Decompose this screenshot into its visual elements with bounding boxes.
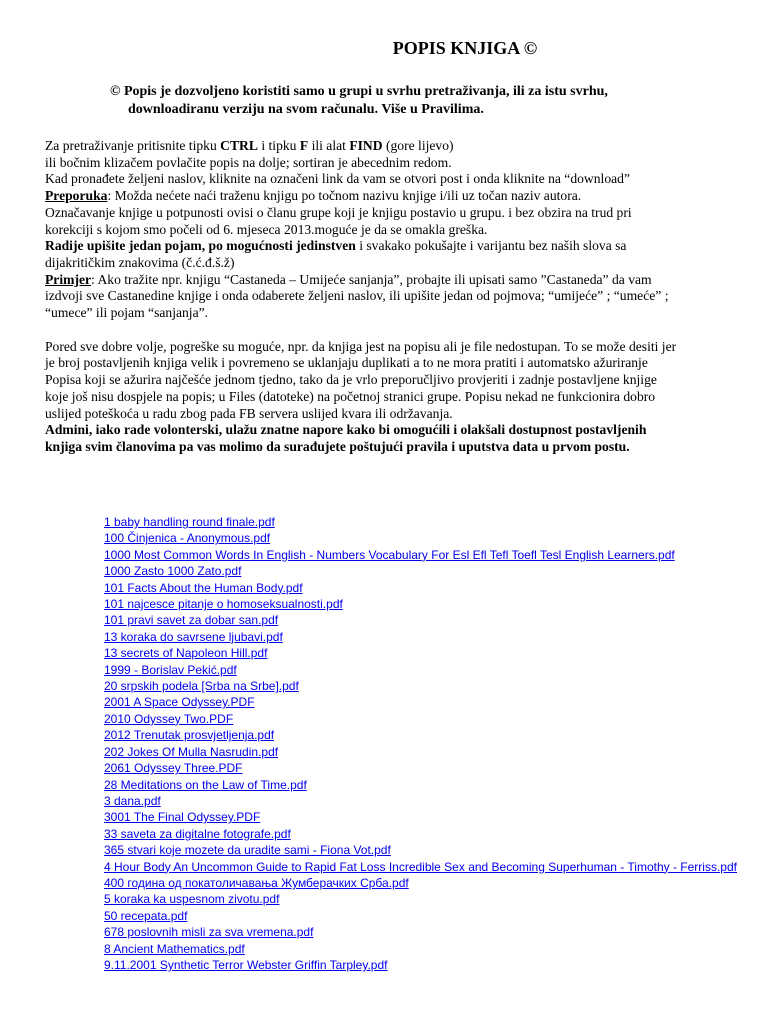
file-list bbox=[104, 514, 737, 973]
notice-line-1: © Popis je dozvoljeno koristiti samo u grupi u svrhu pretraživanja, ili za istu svrhu, bbox=[110, 84, 608, 99]
list-item bbox=[104, 678, 737, 694]
file-link[interactable]: 1000 Most Common Words In English - Numbers Vocabulary For Esl Efl Tefl Toefl Tesl English Learners.pdf bbox=[104, 547, 675, 562]
instruction-line: izdvoji sve Castanedine knjige i onda odaberete željeni naslov, ili upišite jedan od pojmova; “umijeće” ; “umeće” ; bbox=[45, 288, 669, 304]
file-link[interactable]: 1 baby handling round finale.pdf bbox=[104, 515, 275, 529]
admin-note: Admini, iako rade volonterski, ulažu znatne napore kako bi omogućili i olakšali dostupnost postavljenih bbox=[45, 422, 647, 438]
list-item bbox=[104, 957, 737, 973]
list-item bbox=[104, 875, 737, 891]
admin-note: knjiga svim članovima pa vas molimo da surađujete poštujući pravila i uputstva data u prvom postu. bbox=[45, 438, 630, 454]
list-item bbox=[104, 629, 737, 645]
list-item bbox=[104, 842, 737, 858]
file-link[interactable]: 2061 Odyssey Three.PDF bbox=[104, 761, 243, 776]
list-item bbox=[104, 596, 737, 612]
file-link[interactable]: 1999 - Borislav Pekić.pdf bbox=[104, 662, 237, 677]
list-item bbox=[104, 645, 737, 661]
file-link[interactable]: 2012 Trenutak prosvjetljenja.pdf bbox=[104, 728, 275, 743]
list-item bbox=[104, 727, 737, 743]
key-ctrl: CTRL bbox=[220, 138, 258, 153]
text: Za pretraživanje pritisnite tipku bbox=[45, 138, 221, 153]
list-item bbox=[104, 547, 737, 563]
file-link[interactable]: 101 najcesce pitanje o homoseksualnosti.pdf bbox=[104, 597, 343, 612]
list-item bbox=[104, 809, 737, 825]
list-item bbox=[104, 793, 737, 809]
text: : Možda nećete naći traženu knjigu po točnom nazivu knjige i/ili uz točan naziv autora. bbox=[107, 188, 582, 204]
text: (gore lijevo) bbox=[382, 138, 454, 153]
example bbox=[45, 272, 765, 289]
file-link[interactable]: 2001 A Space Odyssey.PDF bbox=[104, 695, 255, 710]
file-link[interactable]: 13 secrets of Napoleon Hill.pdf bbox=[104, 646, 268, 661]
key-f: F bbox=[299, 138, 309, 153]
disclaimer-line: je broj postavljenih knjiga velik i povremeno se uklanjaju duplikati a to ne mora pratiti i automatsko ažuriranje bbox=[45, 355, 648, 371]
file-link[interactable]: 101 pravi savet za dobar san.pdf bbox=[104, 613, 279, 628]
file-link[interactable]: 1000 Zasto 1000 Zato.pdf bbox=[104, 564, 242, 579]
text: i svakako pokušajte i varijantu bez naših slova sa bbox=[355, 238, 627, 254]
instruction-line bbox=[45, 238, 765, 255]
list-item bbox=[104, 563, 737, 579]
list-item bbox=[104, 924, 737, 940]
list-item bbox=[104, 908, 737, 924]
copyright-notice bbox=[110, 83, 670, 119]
disclaimer-line: Pored sve dobre volje, pogreške su moguće, npr. da knjiga jest na popisu ali je file nedostupan. To se može desiti jer bbox=[45, 338, 677, 354]
list-item bbox=[104, 891, 737, 907]
instruction-line: korekciji s kojom smo počeli od 6. mjeseca 2013.moguće je da se omakla greška. bbox=[45, 221, 488, 237]
list-item bbox=[104, 530, 737, 546]
instruction-line: Označavanje knjige u potpunosti ovisi o članu grupe koji je knjigu postavio u grupu. i bez obzira na trud pri bbox=[45, 204, 632, 220]
file-link[interactable]: 365 stvari koje mozete da uradite sami - Fiona Vot.pdf bbox=[104, 843, 391, 858]
list-item bbox=[104, 760, 737, 776]
instruction-scroll: ili bočnim klizačem povlačite popis na dolje; sortiran je abecednim redom. bbox=[45, 154, 452, 170]
list-item bbox=[104, 711, 737, 727]
file-link[interactable]: 678 poslovnih misli za sva vremena.pdf bbox=[104, 925, 314, 940]
list-item bbox=[104, 859, 737, 875]
list-item bbox=[104, 744, 737, 760]
text: ili alat bbox=[308, 138, 350, 153]
file-link[interactable]: 100 Činjenica - Anonymous.pdf bbox=[104, 531, 271, 546]
list-item bbox=[104, 612, 737, 628]
file-link[interactable]: 3001 The Final Odyssey.PDF bbox=[104, 810, 261, 825]
instruction-line: “umece” ili pojam “sanjanja”. bbox=[45, 305, 209, 321]
file-link[interactable]: 8 Ancient Mathematics.pdf bbox=[104, 941, 245, 956]
instruction-search bbox=[45, 138, 765, 155]
file-link[interactable]: 20 srpskih podela [Srba na Srbe].pdf bbox=[104, 679, 299, 694]
example-label: Primjer bbox=[45, 271, 92, 287]
disclaimer-line: koje još nisu dospjele na popis; u Files (datoteke) na početnoj stranici grupe. Popisu nekad ne funkcionira dobro bbox=[45, 388, 656, 404]
file-link[interactable]: 50 recepata.pdf bbox=[104, 908, 188, 923]
list-item bbox=[104, 826, 737, 842]
file-link[interactable]: 202 Jokes Of Mulla Nasrudin.pdf bbox=[104, 744, 279, 759]
list-item bbox=[104, 580, 737, 596]
file-link[interactable]: 101 Facts About the Human Body.pdf bbox=[104, 580, 303, 595]
file-link[interactable]: 5 koraka ka uspesnom zivotu.pdf bbox=[104, 892, 280, 907]
file-link[interactable]: 400 година од покатоличавања Жумберачких Срба.pdf bbox=[104, 875, 409, 890]
file-link[interactable]: 4 Hour Body An Uncommon Guide to Rapid Fat Loss Incredible Sex and Becoming Superhuman - Timothy - Ferriss.pdf bbox=[104, 859, 737, 874]
text: i tipku bbox=[257, 138, 300, 153]
recommendation bbox=[45, 188, 765, 205]
file-link[interactable]: 13 koraka do savrsene ljubavi.pdf bbox=[104, 629, 283, 644]
tool-find: FIND bbox=[349, 138, 383, 153]
disclaimer-line: uslijed poteškoća u radu zbog pada FB servera uslijed kvara ili održavanja. bbox=[45, 405, 453, 421]
list-item bbox=[104, 514, 737, 530]
file-link[interactable]: 2010 Odyssey Two.PDF bbox=[104, 711, 234, 726]
list-item bbox=[104, 941, 737, 957]
list-item bbox=[104, 662, 737, 678]
file-link[interactable]: 3 dana.pdf bbox=[104, 793, 161, 808]
notice-line-2: downloadiranu verziju na svom računalu. Više u Pravilima. bbox=[128, 102, 484, 117]
file-link[interactable]: 33 saveta za digitalne fotografe.pdf bbox=[104, 826, 291, 841]
file-link[interactable]: 9.11.2001 Synthetic Terror Webster Griffin Tarpley.pdf bbox=[104, 957, 388, 972]
list-item bbox=[104, 777, 737, 793]
recommendation-label: Preporuka bbox=[45, 188, 108, 204]
bold-tip: Radije upišite jedan pojam, po mogućnosti jedinstven bbox=[45, 238, 356, 254]
text: : Ako tražite npr. knjigu “Castaneda – Umijeće sanjanja”, probajte ili upisati samo ”Castaneda” da vam bbox=[91, 271, 652, 287]
file-link[interactable]: 28 Meditations on the Law of Time.pdf bbox=[104, 777, 307, 792]
instructions-block bbox=[45, 138, 765, 456]
instruction-line: dijakritičkim znakovima (č.ć.đ.š.ž) bbox=[45, 254, 235, 270]
instruction-download: Kad pronađete željeni naslov, kliknite na označeni link da vam se otvori post i onda kliknite na “download” bbox=[45, 171, 630, 187]
page-title: POPIS KNJIGA © bbox=[392, 38, 538, 58]
disclaimer-line: Popisa koji se ažurira najčešće jednom tjedno, tako da je vrlo preporučljivo provjeriti i zadnje postavljene knjige bbox=[45, 372, 657, 388]
list-item bbox=[104, 694, 737, 710]
